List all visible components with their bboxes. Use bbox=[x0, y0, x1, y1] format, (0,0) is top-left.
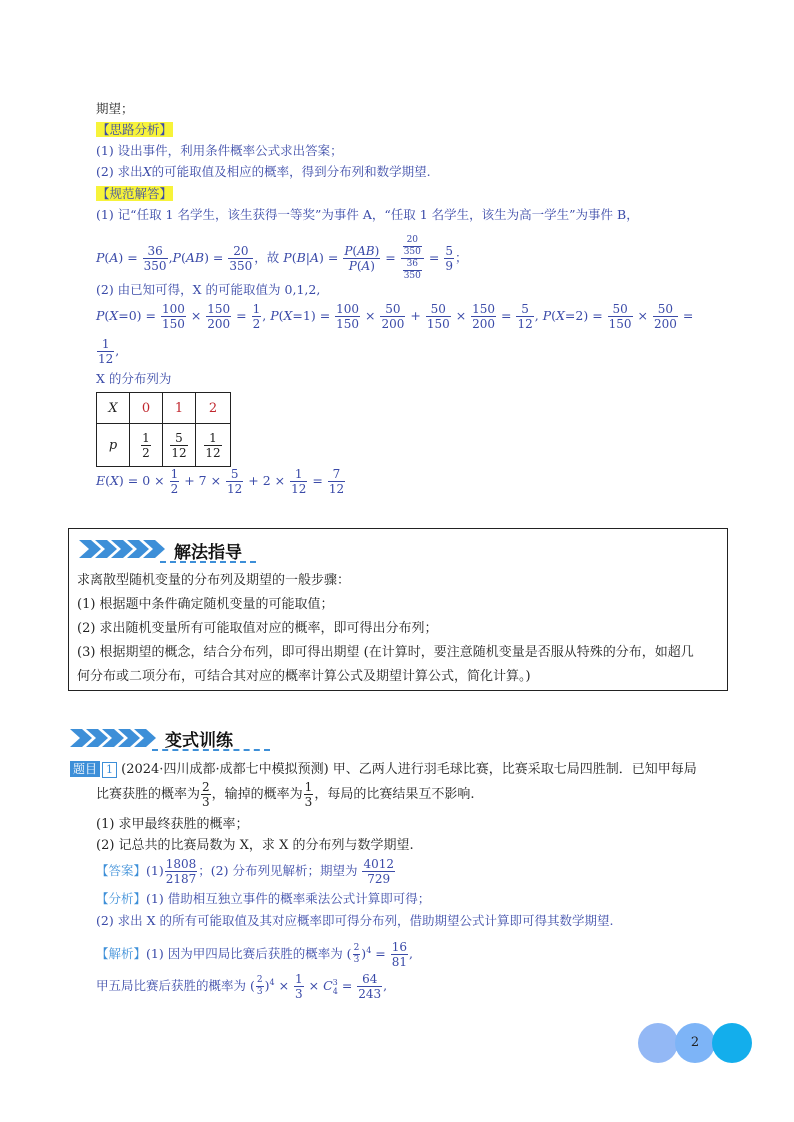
table-row bbox=[97, 424, 231, 467]
x-value: 1 bbox=[163, 393, 196, 424]
question-line-1: 题目 1 (2024·四川成都·成都七中模拟预测) 甲、乙两人进行羽毛球比赛，比赛采取七局四胜制．已知甲每局 bbox=[70, 761, 697, 779]
x-header: X bbox=[97, 393, 130, 424]
analysis-line-2: (2) 求出 X 的所有可能取值及其对应概率即可得分布列，借助期望公式计算即可得其数学期望. bbox=[96, 913, 614, 928]
title-underline bbox=[160, 561, 256, 563]
p-value: $\frac{5}{12}$ bbox=[163, 424, 196, 467]
analysis-line-1: 【分析】(1) 借助相互独立事件的概率乘法公式计算即可得； bbox=[96, 891, 431, 906]
formula-line-2: P(X=0) = $\frac{100}{150}$ × $\frac{150}{200}$ = $\frac{1}{2}$ , P(X=1) = $\frac{100}{150}$ × $\frac{50}{200}$ + $\frac{50}{150}$ × $\frac{150}{200}$ = $\frac{5}{12}$ , P(X=2) = $\frac{50}{150}$ × $\frac{50}{200}$ = bbox=[96, 302, 694, 331]
analysis-tag: 【思路分析】 bbox=[97, 122, 173, 137]
answer-line: 【答案】(1) $\frac{1808}{2187}$ ；(2) 分布列见解析；期望为 $\frac{4012}{729}$ bbox=[96, 857, 394, 886]
x-value: 2 bbox=[196, 393, 231, 424]
question-number: 1 bbox=[102, 762, 117, 778]
formula-line-1: P(A) = $\frac{36}{350}$ ,P(AB) = $\frac{20}{350}$ ，故 P(B|A) = $\frac{P(AB)}{P(A)}$ = $\frac{\frac{20}{350}}{\frac{36}{350}}$ = $\frac{5}{9}$ ； bbox=[96, 235, 468, 281]
page-number: 2 bbox=[690, 1035, 700, 1050]
chevron-banner-icon bbox=[79, 537, 169, 561]
solution-step-1: (1) 记“任取 1 名学生，该生获得一等奖”为事件 A，“任取 1 名学生，该生为高一学生”为事件 B， bbox=[96, 207, 639, 222]
distribution-table bbox=[96, 392, 231, 467]
guide-line: 求离散型随机变量的分布列及期望的一般步骤： bbox=[77, 573, 351, 588]
practice-title: 变式训练 bbox=[165, 731, 233, 751]
solution-tag: 【规范解答】 bbox=[97, 186, 173, 201]
title-underline bbox=[152, 749, 270, 751]
expectation-formula: E(X) = 0 × $\frac{1}{2}$ + 7 × $\frac{5}{12}$ + 2 × $\frac{1}{12}$ = $\frac{7}{12}$ bbox=[96, 467, 345, 496]
solution-line-1: 【解析】(1) 因为甲四局比赛后获胜的概率为 ( $\frac{2}{3}$ )$^4$ = $\frac{16}{81}$ , bbox=[96, 940, 413, 970]
guide-line: (1) 根据题中条件确定随机变量的可能取值； bbox=[77, 597, 334, 612]
page-decor-circle bbox=[712, 1023, 752, 1063]
guide-line: 何分布或二项分布，可结合其对应的概率计算公式及期望计算公式，简化计算。) bbox=[77, 669, 531, 684]
p-value: $\frac{1}{2}$ bbox=[130, 424, 163, 467]
x-value: 0 bbox=[130, 393, 163, 424]
p-header: p bbox=[97, 424, 130, 467]
question-line-2: 比赛获胜的概率为 $\frac{2}{3}$ ，输掉的概率为 $\frac{1}{3}$ ，每局的比赛结果互不影响. bbox=[96, 780, 475, 809]
guide-line: (3) 根据期望的概念，结合分布列，即可得出期望 (在计算时，要注意随机变量是否服从特殊的分布，如超几 bbox=[77, 645, 694, 660]
question-part-2: (2) 记总共的比赛局数为 X，求 X 的分布列与数学期望. bbox=[96, 838, 414, 853]
table-row bbox=[97, 393, 231, 424]
formula-line-2-cont: $\frac{1}{12}$ , bbox=[98, 337, 120, 366]
distribution-caption: X 的分布列为 bbox=[96, 371, 172, 386]
guide-title: 解法指导 bbox=[174, 543, 242, 563]
p-value: $\frac{1}{12}$ bbox=[196, 424, 231, 467]
question-part-1: (1) 求甲最终获胜的概率； bbox=[96, 817, 249, 832]
text-line: 期望； bbox=[96, 101, 134, 116]
question-badge: 题目 bbox=[70, 761, 100, 777]
analysis-step-2: (2) 求出X的可能取值及相应的概率，得到分布列和数学期望. bbox=[96, 164, 431, 179]
page-decor-circle bbox=[638, 1023, 678, 1063]
guide-line: (2) 求出随机变量所有可能取值对应的概率，即可得出分布列； bbox=[77, 621, 438, 636]
solution-step-2: (2) 由已知可得，X 的可能取值为 0,1,2, bbox=[96, 282, 321, 297]
solution-line-2: 甲五局比赛后获胜的概率为 ( $\frac{2}{3}$ )$^4$ × $\frac{1}{3}$ × $C^3_4$ = $\frac{64}{243}$ , bbox=[96, 972, 388, 1002]
chevron-banner-icon bbox=[70, 726, 160, 750]
analysis-step-1: (1) 设出事件，利用条件概率公式求出答案； bbox=[96, 143, 343, 158]
